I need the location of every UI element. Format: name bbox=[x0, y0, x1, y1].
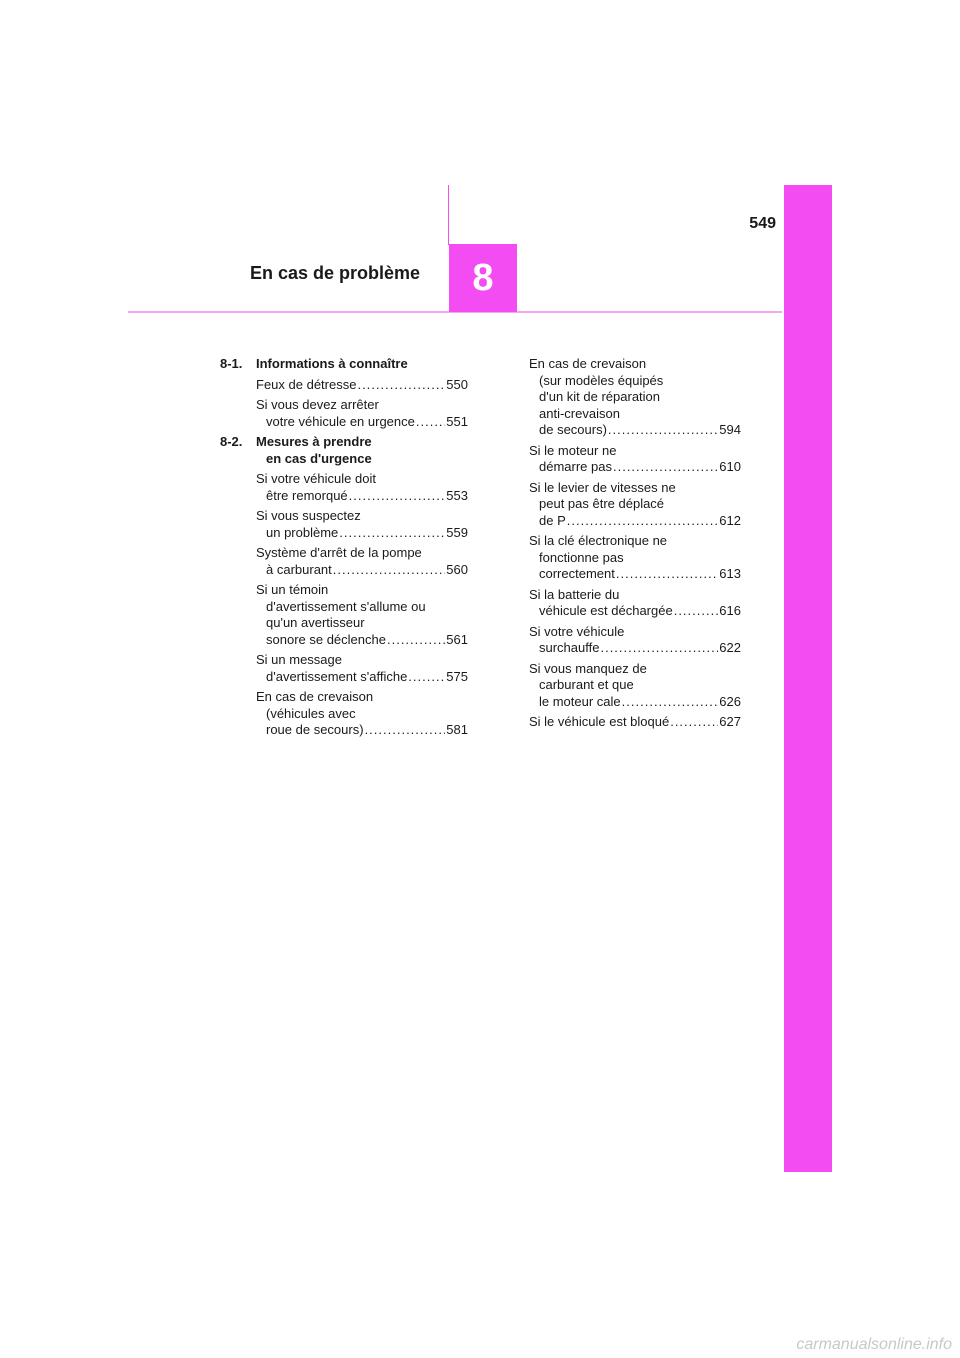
toc-section-title-line: Mesures à prendre bbox=[256, 434, 372, 449]
dot-leader bbox=[357, 377, 445, 394]
toc-entry[interactable] bbox=[529, 714, 741, 731]
chapter-side-tab bbox=[784, 185, 832, 1172]
toc-entry[interactable] bbox=[256, 471, 468, 504]
toc-section-entries bbox=[220, 377, 468, 431]
toc-entry-line: surchauffe bbox=[539, 640, 600, 655]
dot-leader bbox=[339, 525, 445, 542]
toc-entry-last-line bbox=[256, 488, 468, 505]
toc-entry[interactable] bbox=[529, 480, 741, 530]
toc-entry-line: En cas de crevaison bbox=[256, 689, 374, 704]
toc-entry-line: roue de secours) bbox=[266, 722, 364, 737]
toc-section-title-line: Informations à connaître bbox=[256, 356, 408, 371]
toc-entry[interactable] bbox=[256, 582, 468, 648]
dot-leader bbox=[349, 488, 446, 505]
toc-page-number: 616 bbox=[719, 603, 741, 618]
toc-entry-line: En cas de crevaison bbox=[529, 356, 647, 371]
toc-entry-line: Si un témoin bbox=[256, 582, 329, 597]
toc-entry-line: correctement bbox=[539, 566, 615, 581]
toc-entry-line: (véhicules avec bbox=[266, 705, 356, 721]
toc-page-number: 550 bbox=[446, 376, 468, 392]
toc-entry-line: Si vous suspectez bbox=[256, 508, 361, 523]
dot-leader bbox=[674, 603, 719, 620]
chapter-number-box bbox=[449, 244, 517, 312]
toc-section-entries bbox=[220, 471, 468, 739]
toc-page-number: 575 bbox=[446, 668, 468, 684]
dot-leader bbox=[416, 414, 445, 431]
toc-entry-line: Feux de détresse bbox=[256, 376, 357, 392]
dot-leader bbox=[600, 640, 718, 657]
toc-entry[interactable] bbox=[256, 508, 468, 541]
toc-entry[interactable] bbox=[529, 443, 741, 476]
dot-leader bbox=[622, 694, 719, 711]
toc-entry-line: qu'un avertisseur bbox=[266, 615, 365, 630]
toc-entry[interactable] bbox=[529, 624, 741, 657]
toc-page-number: 613 bbox=[719, 566, 741, 581]
toc-left-column bbox=[220, 356, 468, 743]
toc-section-heading[interactable] bbox=[220, 434, 468, 467]
toc-entry-line: fonctionne pas bbox=[539, 549, 624, 565]
toc-entry-last-line bbox=[529, 714, 741, 731]
toc-entry-last-line bbox=[256, 414, 468, 431]
toc-entry-last-line bbox=[256, 632, 468, 649]
toc-entry-last-line bbox=[256, 525, 468, 542]
toc-entry-line: Si le levier de vitesses ne bbox=[529, 479, 676, 495]
dot-leader bbox=[613, 459, 718, 476]
toc-entry-line: Si un message bbox=[256, 652, 342, 667]
toc-page-number: 551 bbox=[446, 413, 468, 429]
toc-entry-line: d'avertissement s'affiche bbox=[266, 668, 408, 684]
toc-entry-line: d'un kit de réparation bbox=[539, 389, 661, 404]
toc-entry-last-line bbox=[529, 640, 741, 657]
toc-entry-line: de secours) bbox=[539, 422, 607, 437]
toc-right-column bbox=[529, 356, 741, 735]
toc-entry-line: Si votre véhicule bbox=[529, 623, 625, 639]
chapter-title: En cas de problème bbox=[250, 263, 421, 283]
toc-entry-line: Si le véhicule est bloqué bbox=[529, 714, 670, 729]
dot-leader bbox=[408, 669, 445, 686]
toc-entry[interactable] bbox=[256, 377, 468, 394]
toc-entry-last-line bbox=[529, 459, 741, 476]
chapter-number: 8 bbox=[472, 257, 494, 299]
toc-page-number: 559 bbox=[446, 524, 468, 540]
toc-page-number: 560 bbox=[446, 561, 468, 577]
dot-leader bbox=[567, 513, 719, 530]
toc-page-number: 612 bbox=[719, 512, 741, 528]
dot-leader bbox=[387, 632, 445, 649]
toc-section-title bbox=[256, 434, 468, 467]
toc-entry-last-line bbox=[256, 669, 468, 686]
toc-entry[interactable] bbox=[529, 587, 741, 620]
toc-page-number: 553 bbox=[446, 487, 468, 503]
toc-entry-line: Système d'arrêt de la pompe bbox=[256, 545, 422, 560]
dot-leader bbox=[333, 562, 446, 579]
toc-page-number: 627 bbox=[719, 714, 741, 729]
toc-entry-line: Si votre véhicule doit bbox=[256, 471, 376, 486]
toc-page-number: 622 bbox=[719, 640, 741, 655]
dot-leader bbox=[608, 422, 718, 439]
toc-entry-line: véhicule est déchargée bbox=[539, 603, 673, 618]
toc-right-entries bbox=[529, 356, 741, 731]
dot-leader bbox=[616, 566, 718, 583]
toc-entry-line: le moteur cale bbox=[539, 693, 621, 709]
toc-entry-last-line bbox=[256, 377, 468, 394]
dot-leader bbox=[670, 714, 718, 731]
toc-entry-last-line bbox=[529, 422, 741, 439]
dot-leader bbox=[365, 722, 446, 739]
toc-entry[interactable] bbox=[529, 356, 741, 439]
toc-section-title bbox=[256, 356, 468, 373]
toc-entry-last-line bbox=[529, 513, 741, 530]
page-number: 549 bbox=[749, 215, 776, 232]
toc-entry-line: Si la batterie du bbox=[529, 586, 620, 602]
toc-entry-line: un problème bbox=[266, 524, 339, 540]
toc-page-number: 610 bbox=[719, 459, 741, 474]
toc-page-number: 581 bbox=[446, 722, 468, 737]
toc-section-heading[interactable] bbox=[220, 356, 468, 373]
toc-entry-last-line bbox=[529, 566, 741, 583]
toc-entry-line: peut pas être déplacé bbox=[539, 496, 665, 511]
toc-entry[interactable] bbox=[529, 533, 741, 583]
toc-entry[interactable] bbox=[256, 545, 468, 578]
toc-entry-line: de P bbox=[539, 512, 566, 528]
toc-section-title-line: en cas d'urgence bbox=[266, 450, 372, 466]
toc-entry-line: à carburant bbox=[266, 561, 332, 577]
header-vertical-rule bbox=[448, 185, 449, 245]
toc-entry-last-line bbox=[256, 722, 468, 739]
toc-entry-line: (sur modèles équipés bbox=[539, 372, 664, 388]
toc-page-number: 561 bbox=[446, 631, 468, 647]
toc-entry[interactable] bbox=[529, 661, 741, 711]
toc-entry-line: sonore se déclenche bbox=[266, 631, 386, 647]
toc-entry-line: être remorqué bbox=[266, 487, 348, 503]
toc-page-number: 626 bbox=[719, 693, 741, 709]
toc-entry-line: d'avertissement s'allume ou bbox=[266, 598, 426, 614]
toc-entry-line: carburant et que bbox=[539, 677, 634, 692]
toc-entry[interactable] bbox=[256, 689, 468, 739]
toc-page-number: 594 bbox=[719, 422, 741, 437]
toc-entry-line: Si vous devez arrêter bbox=[256, 397, 379, 412]
toc-entry-line: Si le moteur ne bbox=[529, 442, 617, 458]
toc-section-number: 8-2. bbox=[220, 434, 243, 449]
toc-entry-line: votre véhicule en urgence bbox=[266, 413, 415, 429]
toc-entry-line: Si vous manquez de bbox=[529, 660, 647, 676]
toc-entry-last-line bbox=[529, 603, 741, 620]
toc-entry-line: démarre pas bbox=[539, 459, 612, 474]
toc-entry-last-line bbox=[529, 694, 741, 711]
toc-entry-line: anti-crevaison bbox=[539, 405, 620, 421]
footer-watermark: carmanualsonline.info bbox=[796, 1336, 952, 1353]
toc-entry[interactable] bbox=[256, 652, 468, 685]
toc-entry-last-line bbox=[256, 562, 468, 579]
toc-entry[interactable] bbox=[256, 397, 468, 430]
toc-section-number: 8-1. bbox=[220, 356, 243, 371]
toc-entry-line: Si la clé électronique ne bbox=[529, 533, 668, 548]
